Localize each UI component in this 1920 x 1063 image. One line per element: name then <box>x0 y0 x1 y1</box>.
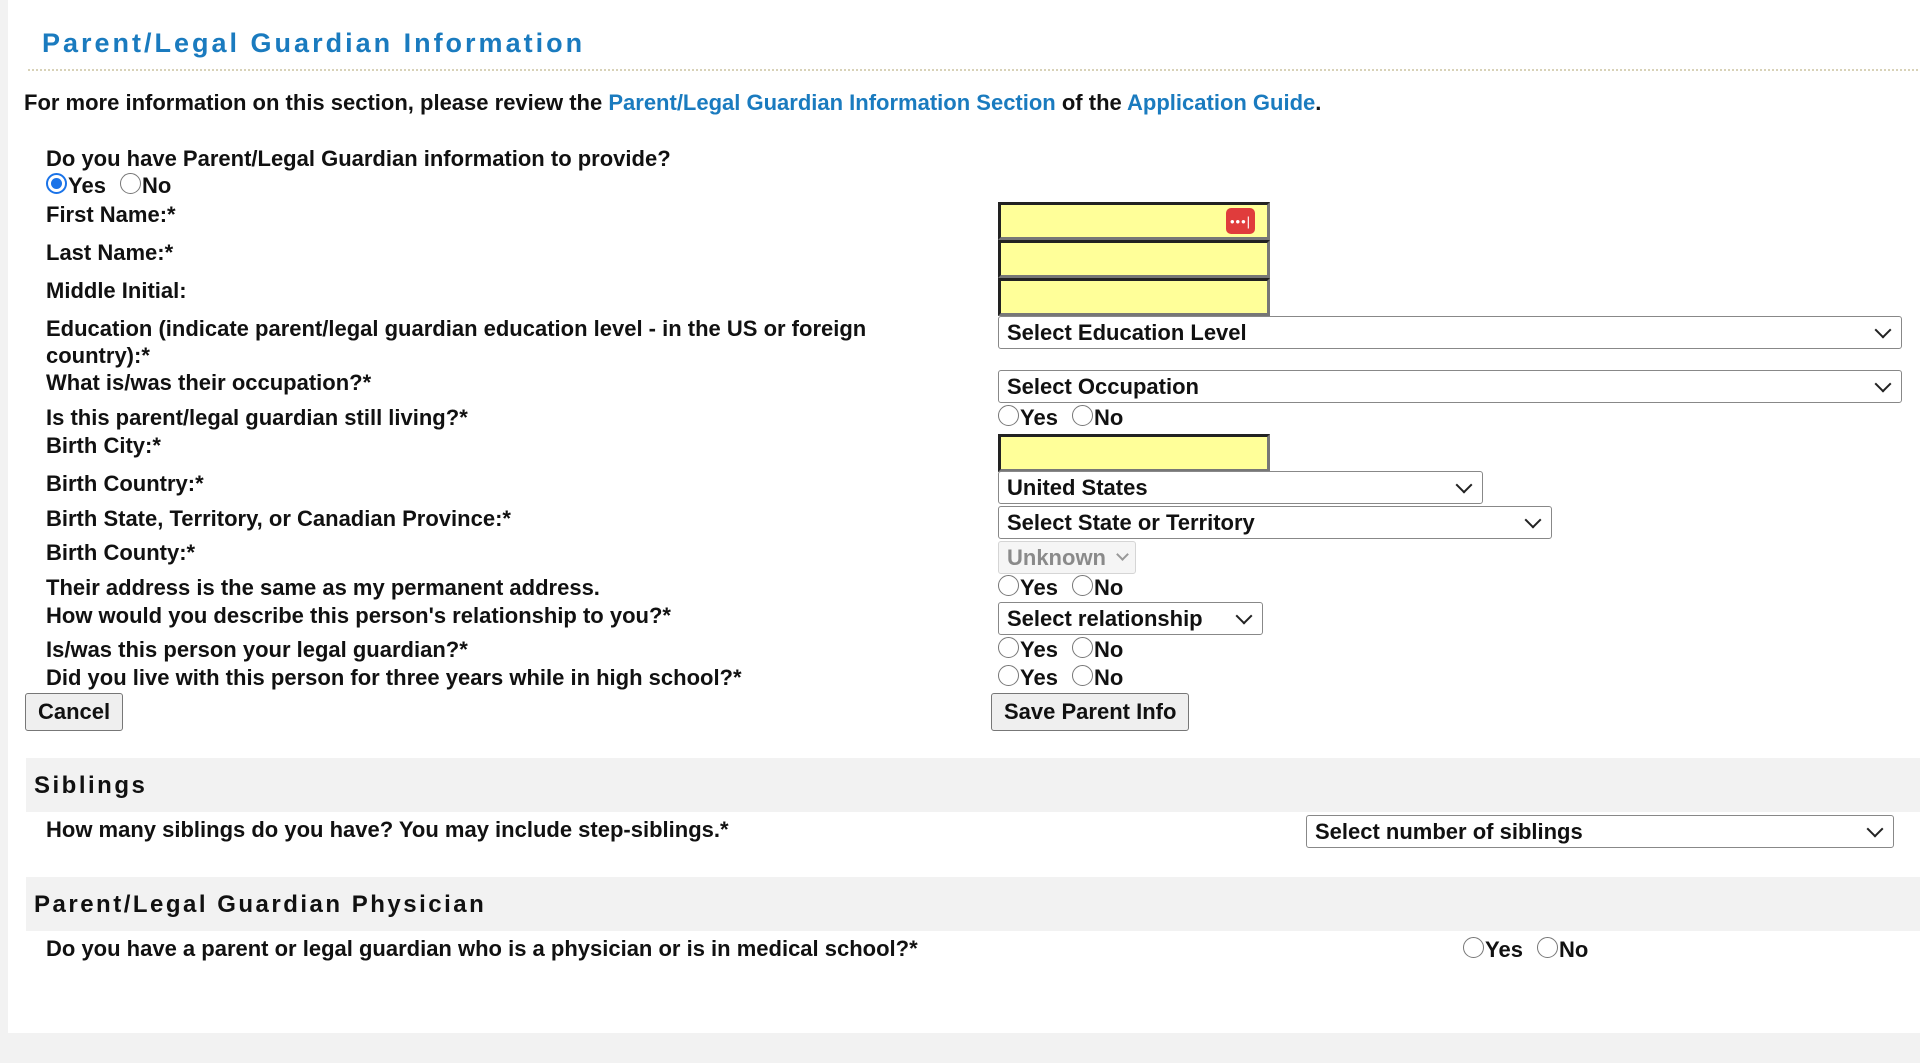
legal-guardian-no-option[interactable] <box>1072 637 1123 663</box>
birth-state-label: Birth State, Territory, or Canadian Province:* <box>46 506 511 531</box>
relationship-select[interactable] <box>998 602 1263 635</box>
same-address-no-option[interactable] <box>1072 575 1123 601</box>
intro-suffix: . <box>1315 90 1322 115</box>
first-name-label: First Name:* <box>46 202 176 227</box>
legal-guardian-radio-group <box>998 637 1137 663</box>
same-address-radio-group <box>998 575 1137 601</box>
radio-label-no: No <box>1093 405 1124 430</box>
radio-no[interactable] <box>120 173 141 194</box>
radio-label-no: No <box>1093 575 1124 600</box>
radio-label-yes: Yes <box>1020 575 1058 600</box>
occupation-label: What is/was their occupation?* <box>46 370 372 395</box>
radio-label-no: No <box>1093 665 1124 690</box>
radio-label-yes: Yes <box>1020 665 1058 690</box>
physician-title: Parent/Legal Guardian Physician <box>34 891 487 918</box>
first-name-input[interactable] <box>998 202 1270 240</box>
radio-yes[interactable] <box>998 405 1019 426</box>
save-parent-info-button[interactable]: Save Parent Info <box>991 693 1189 731</box>
middle-initial-input[interactable] <box>998 278 1270 316</box>
legal-guardian-label: Is/was this person your legal guardian?* <box>46 637 468 662</box>
middle-initial-label: Middle Initial: <box>46 278 187 303</box>
lived-with-label: Did you live with this person for three years while in high school?* <box>46 665 742 690</box>
chevron-down-icon <box>1875 321 1892 338</box>
still-living-radio-group <box>998 405 1137 431</box>
divider <box>28 69 1918 71</box>
birth-state-select-value: Select State or Territory <box>1007 509 1255 535</box>
radio-no[interactable] <box>1072 575 1093 596</box>
birth-county-label: Birth County:* <box>46 540 196 565</box>
page-container <box>8 0 1920 1033</box>
physician-question: Do you have a parent or legal guardian who is a physician or is in medical school?* <box>46 936 918 961</box>
birth-county-select <box>998 541 1136 574</box>
radio-label-no: No <box>141 173 172 198</box>
chevron-down-icon <box>1456 476 1473 493</box>
radio-yes-checked[interactable] <box>46 173 67 194</box>
radio-yes[interactable] <box>1463 937 1484 958</box>
siblings-question: How many siblings do you have? You may include step-siblings.* <box>46 817 729 842</box>
siblings-select-value: Select number of siblings <box>1315 818 1583 844</box>
education-label: Education (indicate parent/legal guardian education level - in the US or foreign country):* <box>46 316 867 368</box>
physician-no-option[interactable] <box>1537 937 1588 963</box>
still-living-label: Is this parent/legal guardian still living?* <box>46 405 468 430</box>
birth-country-select-value: United States <box>1007 474 1148 500</box>
occupation-select[interactable] <box>998 370 1902 403</box>
cancel-button[interactable]: Cancel <box>25 693 123 731</box>
intro-middle: of the <box>1055 90 1128 115</box>
radio-yes[interactable] <box>998 665 1019 686</box>
last-name-input[interactable] <box>998 240 1270 278</box>
intro-prefix: For more information on this section, please review the <box>24 90 609 115</box>
same-address-label: Their address is the same as my permanent address. <box>46 575 600 600</box>
birth-city-input[interactable] <box>998 434 1270 472</box>
radio-yes[interactable] <box>998 575 1019 596</box>
physician-radio-group <box>1463 937 1602 963</box>
guardian-section-link[interactable]: Parent/Legal Guardian Information Section <box>608 90 1056 115</box>
radio-no[interactable] <box>1072 405 1093 426</box>
password-manager-icon[interactable]: •••| <box>1226 208 1255 234</box>
last-name-label: Last Name:* <box>46 240 174 265</box>
still-living-yes-option[interactable] <box>998 405 1058 431</box>
radio-no[interactable] <box>1072 665 1093 686</box>
radio-label-yes: Yes <box>1020 405 1058 430</box>
has-info-radio-group <box>46 173 185 199</box>
birth-county-select-value: Unknown <box>1007 544 1106 570</box>
relationship-label: How would you describe this person's relationship to you?* <box>46 603 671 628</box>
lived-with-radio-group <box>998 665 1137 691</box>
siblings-header <box>26 758 1920 812</box>
lived-with-yes-option[interactable] <box>998 665 1058 691</box>
application-guide-link[interactable]: Application Guide <box>1127 90 1316 115</box>
occupation-select-value: Select Occupation <box>1007 373 1199 399</box>
chevron-down-icon <box>1236 607 1253 624</box>
radio-no[interactable] <box>1537 937 1558 958</box>
birth-city-label: Birth City:* <box>46 433 161 458</box>
physician-yes-option[interactable] <box>1463 937 1523 963</box>
radio-label-yes: Yes <box>68 173 106 198</box>
birth-state-select[interactable] <box>998 506 1552 539</box>
radio-yes[interactable] <box>998 637 1019 658</box>
still-living-no-option[interactable] <box>1072 405 1123 431</box>
chevron-down-icon <box>1525 511 1542 528</box>
same-address-yes-option[interactable] <box>998 575 1058 601</box>
education-select-value: Select Education Level <box>1007 319 1247 345</box>
chevron-down-icon <box>1867 820 1884 837</box>
siblings-title: Siblings <box>34 772 148 799</box>
education-select[interactable] <box>998 316 1902 349</box>
birth-country-select[interactable] <box>998 471 1483 504</box>
siblings-count-select[interactable] <box>1306 815 1894 848</box>
radio-label-yes: Yes <box>1020 637 1058 662</box>
has-info-label: Do you have Parent/Legal Guardian information to provide? <box>46 146 671 171</box>
has-info-no-option[interactable] <box>120 173 171 199</box>
physician-header <box>26 877 1920 931</box>
legal-guardian-yes-option[interactable] <box>998 637 1058 663</box>
radio-label-yes: Yes <box>1485 937 1523 962</box>
section-title: Parent/Legal Guardian Information <box>42 28 586 58</box>
lived-with-no-option[interactable] <box>1072 665 1123 691</box>
intro-text <box>24 90 1321 116</box>
has-info-yes-option[interactable] <box>46 173 106 199</box>
radio-label-no: No <box>1558 937 1589 962</box>
chevron-down-icon <box>1116 548 1129 561</box>
radio-no[interactable] <box>1072 637 1093 658</box>
birth-country-label: Birth Country:* <box>46 471 204 496</box>
relationship-select-value: Select relationship <box>1007 605 1203 631</box>
radio-label-no: No <box>1093 637 1124 662</box>
chevron-down-icon <box>1875 375 1892 392</box>
